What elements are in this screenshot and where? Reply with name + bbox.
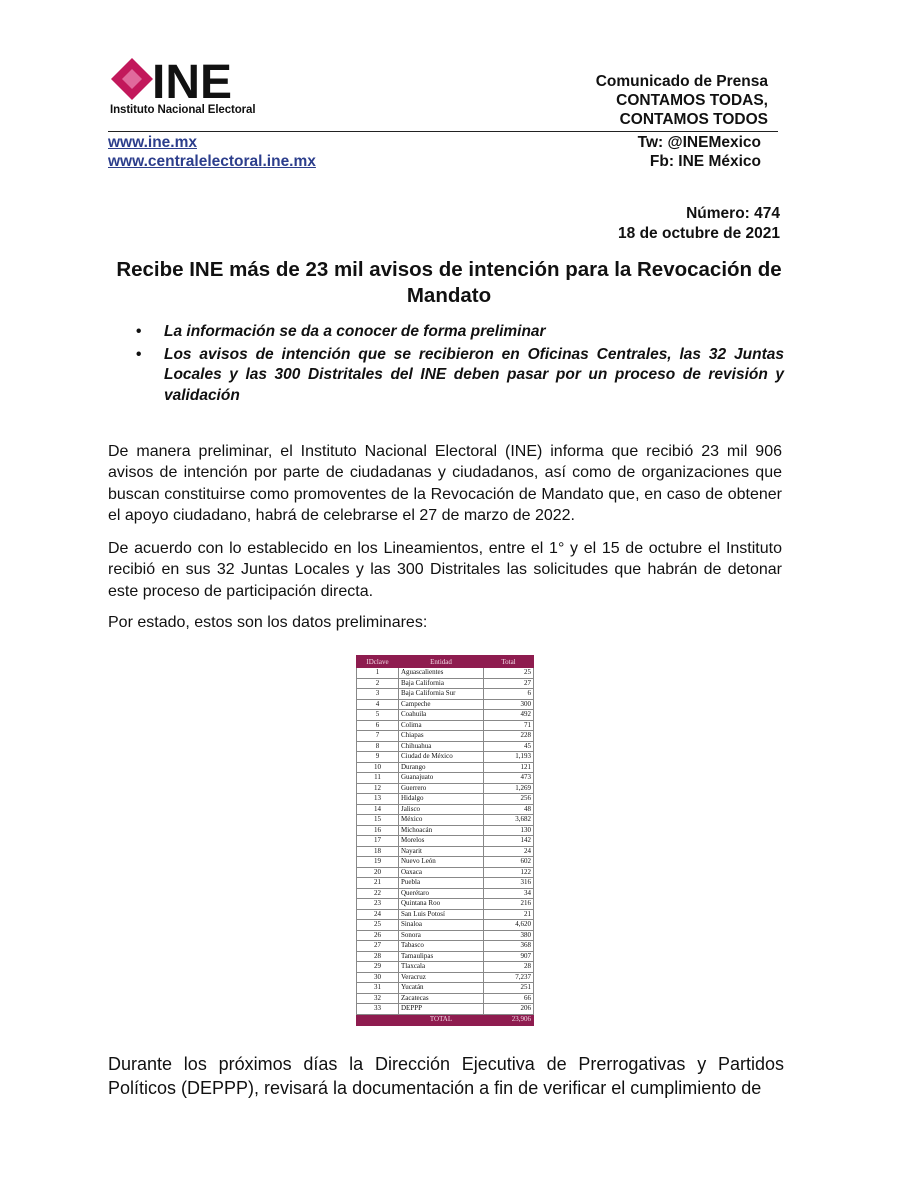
cell-total: 121 <box>484 762 534 773</box>
cell-id: 3 <box>357 689 399 700</box>
cell-id: 31 <box>357 983 399 994</box>
cell-id: 18 <box>357 846 399 857</box>
table-row <box>357 815 534 826</box>
cell-entidad: Nayarit <box>399 846 484 857</box>
cell-id: 12 <box>357 783 399 794</box>
header-entidad: Entidad <box>399 656 484 668</box>
headline: Recibe INE más de 23 mil avisos de intención para la Revocación de Mandato <box>116 258 782 307</box>
cell-total: 7,237 <box>484 972 534 983</box>
cell-id: 29 <box>357 962 399 973</box>
cell-id: 13 <box>357 794 399 805</box>
cell-entidad: Quintana Roo <box>399 899 484 910</box>
table-row <box>357 720 534 731</box>
ine-logo-mark-icon <box>108 56 288 102</box>
press-number: Número: 474 <box>686 205 780 222</box>
total-label: TOTAL <box>399 1014 484 1025</box>
table-row <box>357 962 534 973</box>
total-value: 23,906 <box>484 1014 534 1025</box>
cell-id: 11 <box>357 773 399 784</box>
table-row <box>357 689 534 700</box>
cell-id: 15 <box>357 815 399 826</box>
table-row <box>357 888 534 899</box>
table-row <box>357 668 534 679</box>
cell-entidad: Hidalgo <box>399 794 484 805</box>
cell-entidad: Baja California Sur <box>399 689 484 700</box>
table-row <box>357 1004 534 1015</box>
cell-entidad: Querétaro <box>399 888 484 899</box>
table-row <box>357 909 534 920</box>
table-row <box>357 731 534 742</box>
cell-entidad: México <box>399 815 484 826</box>
paragraph-1: De manera preliminar, el Instituto Nacional Electoral (INE) informa que recibió 23 mil 906 avisos de intención por parte de ciudadanas y ciudadanos, así como de organizaciones que buscan constituirse como promoventes de la Revocación de Mandato que, en caso de obtener el apoyo ciudadano, habrá de celebrarse el 27 de marzo de 2022. <box>108 443 782 524</box>
cell-id: 9 <box>357 752 399 763</box>
cell-total: 48 <box>484 804 534 815</box>
cell-total: 216 <box>484 899 534 910</box>
header-total: Total <box>484 656 534 668</box>
link-central-electoral[interactable]: www.centralelectoral.ine.mx <box>108 153 316 170</box>
cell-id: 4 <box>357 699 399 710</box>
table-row <box>357 825 534 836</box>
table-row <box>357 920 534 931</box>
cell-id: 10 <box>357 762 399 773</box>
cell-entidad: Chiapas <box>399 731 484 742</box>
press-date: 18 de octubre de 2021 <box>618 225 780 242</box>
table-body <box>357 668 534 1015</box>
cell-total: 130 <box>484 825 534 836</box>
cell-entidad: Zacatecas <box>399 993 484 1004</box>
press-meta <box>618 204 780 244</box>
cell-id: 17 <box>357 836 399 847</box>
cell-id: 8 <box>357 741 399 752</box>
cell-id: 7 <box>357 731 399 742</box>
cell-entidad: Guerrero <box>399 783 484 794</box>
press-line-3: CONTAMOS TODOS <box>619 111 768 128</box>
cell-entidad: DEPPP <box>399 1004 484 1015</box>
table-row <box>357 867 534 878</box>
bullet-item <box>136 345 784 407</box>
table-row <box>357 983 534 994</box>
cell-total: 1,193 <box>484 752 534 763</box>
cell-id: 22 <box>357 888 399 899</box>
bullet-icon: • <box>136 345 142 363</box>
twitter-handle: Tw: @INEMexico <box>637 134 761 151</box>
cell-entidad: Tabasco <box>399 941 484 952</box>
cell-total: 473 <box>484 773 534 784</box>
link-ine[interactable]: www.ine.mx <box>108 134 198 151</box>
state-table <box>356 655 534 1026</box>
cell-total: 380 <box>484 930 534 941</box>
cell-id: 28 <box>357 951 399 962</box>
table-row <box>357 951 534 962</box>
table-row <box>357 752 534 763</box>
press-line-2: CONTAMOS TODAS, <box>616 92 768 109</box>
ine-logo <box>108 56 288 122</box>
cell-entidad: Ciudad de México <box>399 752 484 763</box>
cell-id: 2 <box>357 678 399 689</box>
cell-total: 602 <box>484 857 534 868</box>
table-row <box>357 972 534 983</box>
header-divider <box>108 131 778 132</box>
cell-id: 26 <box>357 930 399 941</box>
cell-total: 907 <box>484 951 534 962</box>
cell-id: 33 <box>357 1004 399 1015</box>
cell-total: 142 <box>484 836 534 847</box>
paragraph-2: De acuerdo con lo establecido en los Lineamientos, entre el 1° y el 15 de octubre el Instituto recibió en sus 32 Juntas Locales y las 300 Distritales las solicitudes que habrán de detonar este proceso de participación directa. <box>108 540 782 600</box>
logo-subtitle: Instituto Nacional Electoral <box>110 104 256 116</box>
cell-total: 256 <box>484 794 534 805</box>
cell-total: 206 <box>484 1004 534 1015</box>
cell-id: 14 <box>357 804 399 815</box>
cell-total: 21 <box>484 909 534 920</box>
cell-total: 122 <box>484 867 534 878</box>
cell-entidad: Jalisco <box>399 804 484 815</box>
table-row <box>357 899 534 910</box>
cell-entidad: Oaxaca <box>399 867 484 878</box>
cell-total: 71 <box>484 720 534 731</box>
cell-total: 66 <box>484 993 534 1004</box>
cell-id: 24 <box>357 909 399 920</box>
cell-entidad: Veracruz <box>399 972 484 983</box>
press-header <box>596 72 768 129</box>
cell-id: 27 <box>357 941 399 952</box>
cell-total: 25 <box>484 668 534 679</box>
cell-id: 20 <box>357 867 399 878</box>
cell-entidad: Coahuila <box>399 710 484 721</box>
cell-id: 25 <box>357 920 399 931</box>
cell-entidad: Tamaulipas <box>399 951 484 962</box>
table-row <box>357 710 534 721</box>
bullet-text: La información se da a conocer de forma preliminar <box>164 323 546 340</box>
paragraph-3: Por estado, estos son los datos preliminares: <box>108 614 428 631</box>
cell-entidad: San Luis Potosí <box>399 909 484 920</box>
paragraph-4: Durante los próximos días la Dirección Ejecutiva de Prerrogativas y Partidos Políticos (DEPPP), revisará la documentación a fin de verificar el cumplimiento de <box>108 1054 784 1098</box>
cell-entidad: Baja California <box>399 678 484 689</box>
cell-total: 316 <box>484 878 534 889</box>
cell-entidad: Chihuahua <box>399 741 484 752</box>
cell-total: 6 <box>484 689 534 700</box>
cell-total: 27 <box>484 678 534 689</box>
press-line-1: Comunicado de Prensa <box>595 73 768 90</box>
table-row <box>357 857 534 868</box>
cell-entidad: Aguascalientes <box>399 668 484 679</box>
cell-id: 5 <box>357 710 399 721</box>
cell-total: 4,620 <box>484 920 534 931</box>
cell-id: 19 <box>357 857 399 868</box>
cell-total: 3,682 <box>484 815 534 826</box>
bullet-icon: • <box>136 323 142 340</box>
cell-entidad: Guanajuato <box>399 773 484 784</box>
table-row <box>357 699 534 710</box>
cell-total: 228 <box>484 731 534 742</box>
table-row <box>357 878 534 889</box>
cell-entidad: Morelos <box>399 836 484 847</box>
cell-entidad: Nuevo León <box>399 857 484 868</box>
cell-entidad: Sonora <box>399 930 484 941</box>
table-row <box>357 804 534 815</box>
table-row <box>357 846 534 857</box>
cell-entidad: Michoacán <box>399 825 484 836</box>
table-row <box>357 762 534 773</box>
cell-entidad: Campeche <box>399 699 484 710</box>
table-header-row <box>357 656 534 668</box>
cell-id: 32 <box>357 993 399 1004</box>
cell-total: 45 <box>484 741 534 752</box>
table-row <box>357 836 534 847</box>
table-row <box>357 773 534 784</box>
table-row <box>357 678 534 689</box>
bullet-item <box>136 322 784 343</box>
cell-entidad: Puebla <box>399 878 484 889</box>
cell-id: 1 <box>357 668 399 679</box>
cell-entidad: Yucatán <box>399 983 484 994</box>
cell-entidad: Colima <box>399 720 484 731</box>
cell-id: 30 <box>357 972 399 983</box>
table-row <box>357 794 534 805</box>
bullet-text: Los avisos de intención que se recibieron en Oficinas Centrales, las 32 Juntas Locales y las 300 Distritales del INE deben pasar por un proceso de revisión y validación <box>164 345 784 404</box>
header-id: IDclave <box>357 656 399 668</box>
table-row <box>357 741 534 752</box>
cell-total: 34 <box>484 888 534 899</box>
cell-total: 300 <box>484 699 534 710</box>
cell-id: 6 <box>357 720 399 731</box>
facebook-handle: Fb: INE México <box>649 153 761 170</box>
total-blank <box>357 1014 399 1025</box>
bullet-list <box>136 322 784 408</box>
cell-total: 251 <box>484 983 534 994</box>
table-total-row <box>357 1014 534 1025</box>
cell-id: 16 <box>357 825 399 836</box>
cell-entidad: Tlaxcala <box>399 962 484 973</box>
cell-total: 1,269 <box>484 783 534 794</box>
table-row <box>357 941 534 952</box>
cell-id: 23 <box>357 899 399 910</box>
table-row <box>357 930 534 941</box>
cell-total: 24 <box>484 846 534 857</box>
cell-id: 21 <box>357 878 399 889</box>
cell-total: 368 <box>484 941 534 952</box>
cell-total: 492 <box>484 710 534 721</box>
cell-total: 28 <box>484 962 534 973</box>
cell-entidad: Durango <box>399 762 484 773</box>
logo-text: INE <box>152 56 233 102</box>
table-row <box>357 993 534 1004</box>
table-row <box>357 783 534 794</box>
cell-entidad: Sinaloa <box>399 920 484 931</box>
